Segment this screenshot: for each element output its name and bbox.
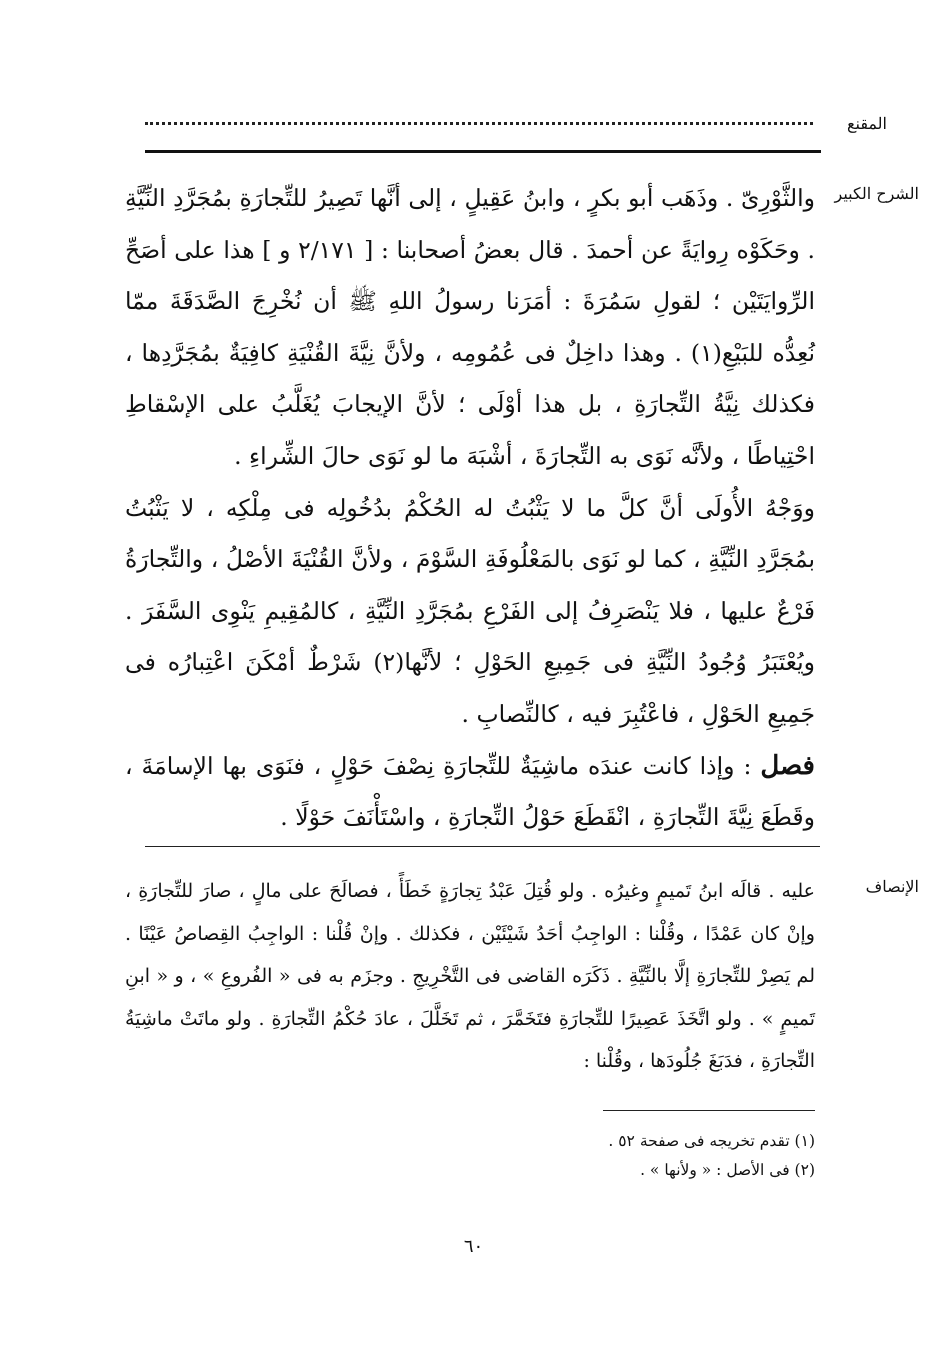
main-paragraph-2: ووَجْهُ الأُولَى أنَّ كلَّ ما لا يَثْبُتُ له الحُكْمُ بدُخُولِه فى مِلْكِه ، لا يَثْبُتُ بمُجَرَّدِ النِّيَّةِ ، كما لو نَوَى بالمَعْلُوفَةِ السَّوْمَ ، ولأنَّ القُنْيَةَ الأصْلُ ، والتِّجارَةُ فَرْعٌ عليها ، فلا يَنْصَرِفُ إلى الفَرْعِ بمُجَرَّدِ النِّيَّةِ ، كالمُقِيمِ يَنْوِى السَّفَرَ . ويُعْتَبَرُ وُجُودُ النِّيَّةِ فى جَمِيعِ الحَوْلِ ؛ لأنَّها(٢) شَرْطٌ أمْكَنَ اعْتِبارُه فى جَمِيعِ الحَوْلِ ، فاعْتُبِرَ فيه ، كالنِّصابِ . xyxy=(125,493,816,728)
footnote-2: (٢) فى الأصل : « ولأنها » . xyxy=(640,1161,815,1179)
fasl-heading: فصل xyxy=(760,750,815,781)
fasl-text: : وإذا كانت عندَه ماشِيَةٌ للتِّجارَةِ نِصْفَ حَوْلٍ ، فنَوَى بها الإسامَةَ ، وقَطَعَ نِيَّةَ التِّجارَةِ ، انْقَطَعَ حَوْلُ التِّجارَةِ ، واسْتَأْنَفَ حَوْلًا . xyxy=(125,751,815,832)
main-text-block xyxy=(125,173,815,844)
insaf-paragraph: عليه . قالَه ابنُ تَميمٍ وغيرُه . ولو قُتِلَ عَبْدُ تِجارَةٍ خَطَأً ، فصالَحَ على مالٍ ، صارَ للتِّجارَةِ ، وإنْ كان عَمْدًا ، وقُلْنا : الواجِبُ أحَدُ شَيْئَيْن ، فكذلك . وإنْ قُلْنا : الواجِبُ القِصاصُ عَيْنًا . لم يَصِرْ للتِّجارَةِ إلَّا بالنِّيَّةِ . ذَكَرَه القاضى فى التَّخْرِيجِ . وجزَم به فى « الفُروعِ » ، و « ابنِ تَميمٍ » . ولو اتَّخَذَ عَصِيرًا للتِّجارَةِ فتَخَمَّرَ ، ثم تَخَلَّلَ ، عادَ حُكْمُ التِّجارَةِ . ولو ماتَتْ ماشِيَةُ التِّجارَةِ ، فدَبَغَ جُلُودَها ، وقُلْنا : xyxy=(125,880,815,1072)
main-paragraph-1: والثَّوْرِىّ . وذَهَب أبو بكرٍ ، وابنُ عَقِيلٍ ، إلى أنَّها تَصِيرُ للتِّجارَةِ بمُجَرَّدِ النِّيَّةِ . وحَكَوْه رِوايَةً عن أحمدَ . قال بعضُ أصحابنا : [ ٢/١٧١ و ] هذا على أصَحِّ الرِّوايَتَيْن ؛ لقولِ سَمُرَةَ : أمَرَنا رسولُ اللهِ ﷺ أن نُخْرِجَ الصَّدَقَةَ ممّا نُعِدُّه للبَيْعِ(١) . وهذا داخِلٌ فى عُمُومِه ، ولأنَّ نِيَّةَ القُنْيَةِ كافِيَةٌ بمُجَرَّدِها ، فكذلك نِيَّةُ التِّجارَةِ ، بل هذا أوْلَى ؛ لأنَّ الإيجابَ يُغَلَّبُ على الإسْقاطِ احْتِياطًا ، ولأنَّه نَوَى به التِّجارَةَ ، أشْبَهَ ما لو نَوَى حالَ الشِّراءِ . xyxy=(125,184,815,470)
footnote-rule xyxy=(603,1110,815,1111)
header-rule xyxy=(145,150,821,153)
side-label-insaf: الإنصاف xyxy=(865,877,919,896)
section-divider xyxy=(145,846,820,847)
dotted-leader xyxy=(145,122,813,125)
page-number: ٦٠ xyxy=(463,1236,484,1257)
footnotes xyxy=(315,1127,815,1185)
footnote-1: (١) تقدم تخريجه فى صفحة ٥٢ . xyxy=(608,1132,815,1150)
side-label-sharh: الشرح الكبير xyxy=(834,184,919,203)
fasl-paragraph xyxy=(125,741,815,844)
running-title: المقنع xyxy=(846,114,887,133)
insaf-text-block xyxy=(125,870,815,1083)
